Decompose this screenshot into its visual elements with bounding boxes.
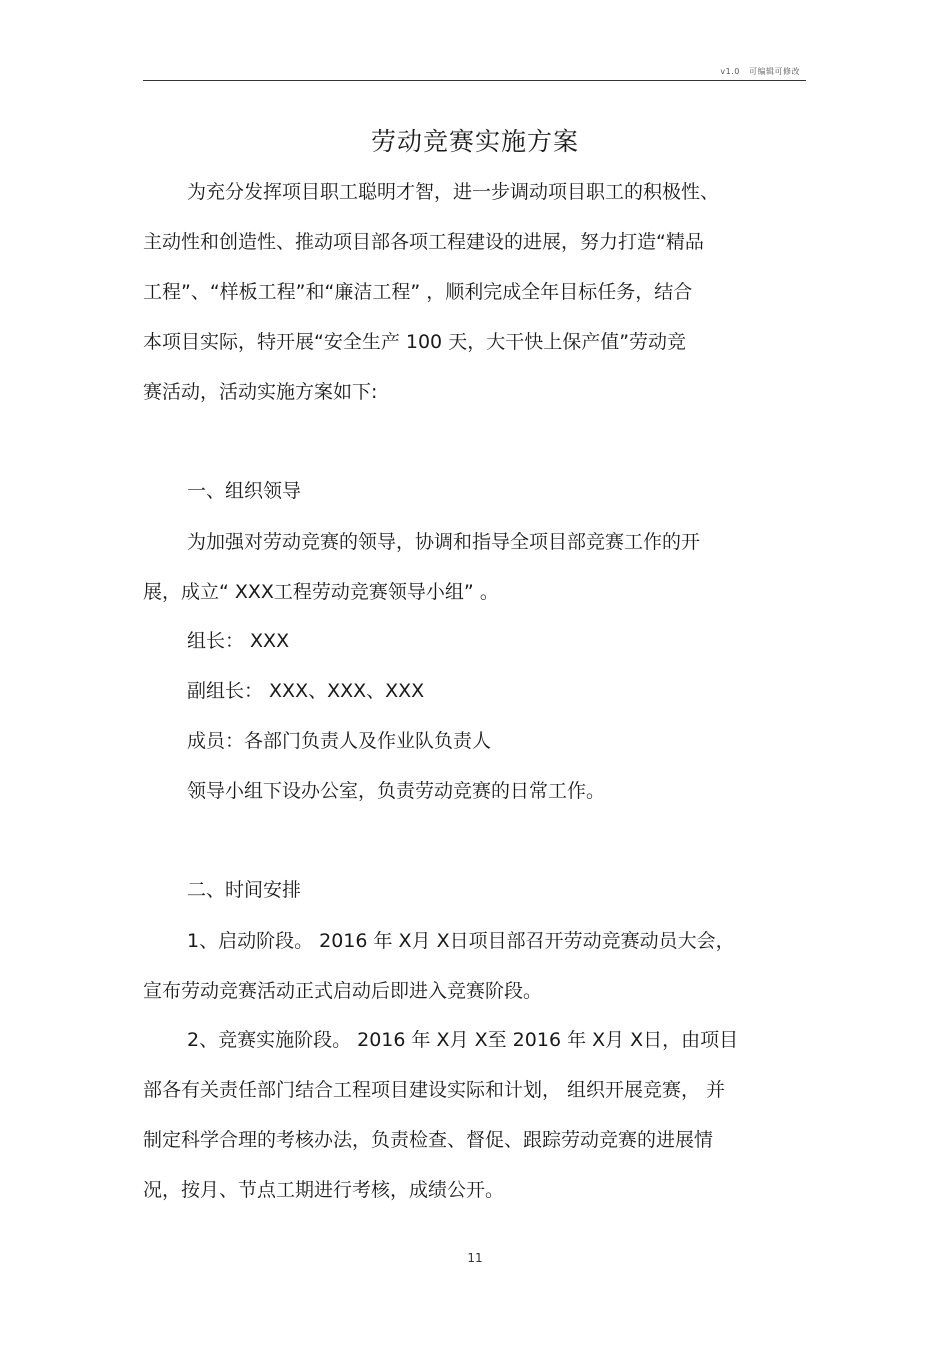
document-title: 劳动竞赛实施方案 [370,127,579,156]
intro-line-1: 为充分发挥项目职工聪明才智，进一步调动项目职工的积极性、 [187,181,720,203]
section1-line-3: 组长： XXX [187,630,290,652]
intro-line-3: 工程”、“样板工程”和“廉洁工程” ，顺利完成全年目标任务，结合 [143,281,693,303]
header-tag [720,66,800,77]
page-number: 11 [467,1251,483,1265]
section1-heading: 一、组织领导 [187,480,302,502]
section1-line-4: 副组长： XXX、XXX、XXX [187,680,425,702]
version-label: v1.0 [720,67,740,76]
edit-note: 可编辑可修改 [749,67,800,76]
section2-line-1: 1、启动阶段。 2016 年 X月 X日项目部召开劳动竞赛动员大会， [187,930,735,952]
intro-line-4: 本项目实际，特开展“安全生产 100 天，大干快上保产值”劳动竞 [143,331,687,353]
section1-line-2: 展，成立“ XXX工程劳动竞赛领导小组” 。 [143,581,499,603]
section2-line-2: 宣布劳动竞赛活动正式启动后即进入竞赛阶段。 [143,980,543,1002]
section2-heading: 二、时间安排 [187,879,302,901]
section2-line-5: 制定科学合理的考核办法，负责检查、督促、跟踪劳动竞赛的进展情 [143,1129,714,1151]
header-divider [143,80,806,81]
intro-line-2: 主动性和创造性、推动项目部各项工程建设的进展，努力打造“精品 [143,231,704,253]
section1-line-1: 为加强对劳动竞赛的领导，协调和指导全项目部竞赛工作的开 [187,531,701,553]
section2-line-6: 况，按月、节点工期进行考核，成绩公开。 [143,1179,505,1201]
section1-line-5: 成员：各部门负责人及作业队负责人 [187,730,492,752]
section2-line-3: 2、竞赛实施阶段。 2016 年 X月 X至 2016 年 X月 X日，由项目 [187,1029,739,1051]
section1-line-6: 领导小组下设办公室，负责劳动竞赛的日常工作。 [187,780,606,802]
intro-line-5: 赛活动，活动实施方案如下: [143,381,378,403]
section2-line-4: 部各有关责任部门结合工程项目建设实际和计划， 组织开展竞赛， 并 [143,1079,726,1101]
